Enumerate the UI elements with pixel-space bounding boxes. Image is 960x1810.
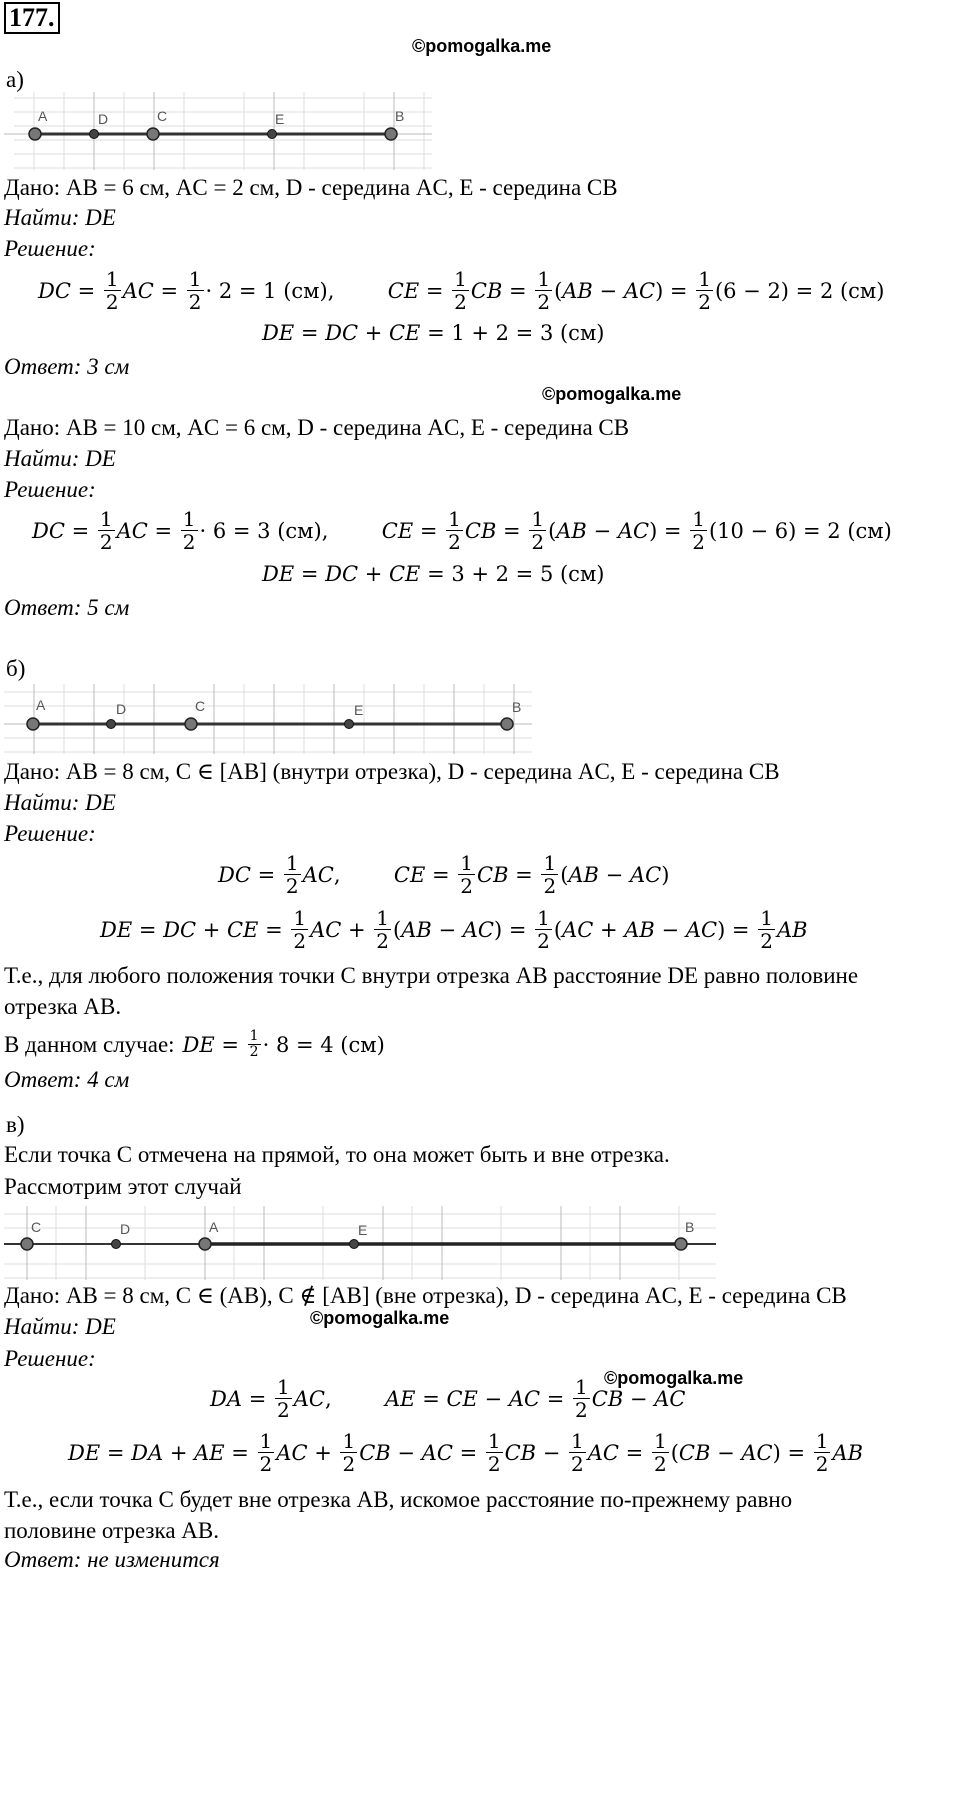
given-c: Дано: AB = 8 см, C ∈ (AB), C ∉ [AB] (вне отрезка), D - середина AC, E - середина CB (4, 1283, 847, 1308)
label-a: A (209, 1219, 219, 1235)
solution-b: Решение: (4, 821, 96, 846)
label-b: B (395, 108, 405, 124)
label-c: C (157, 108, 168, 124)
answer-c: Ответ: не изменится (4, 1547, 220, 1572)
given-a2: Дано: AB = 10 см, AC = 6 см, D - середина AC, E - середина CB (4, 415, 630, 440)
point-a (29, 128, 41, 140)
watermark: ©pomogalka.me (542, 384, 682, 404)
part-a-label: а) (6, 67, 24, 92)
point-c (185, 718, 197, 730)
case-b-prefix: В данном случае: (4, 1031, 175, 1057)
point-b (675, 1238, 687, 1250)
segment-diagram-a (4, 92, 432, 170)
answer-b: Ответ: 4 см (4, 1067, 130, 1092)
equation-c-line2: DE = DA + AE = $\frac{1}{2}$ AC + $\frac{1}{2}$ CB − AC = $\frac{1}{2}$ CB − $\frac{1}{2}$ AC = $\frac{1}{2}$ ( CB − AC ) = $\frac{1}{2}$ AB (68, 1429, 864, 1476)
answer-a2: Ответ: 5 см (4, 595, 130, 620)
problem-number: 177. (4, 2, 60, 34)
watermark: ©pomogalka.me (412, 36, 552, 56)
segment-diagram-b (4, 684, 532, 754)
equation-a1-line2: DE = DC + CE = 1 + 2 = 3 (см) (262, 321, 605, 345)
solution-a1: Решение: (4, 236, 96, 261)
equation-a1-line1: DC = $\frac{1}{2}$ AC = $\frac{1}{2}$ · 2 = 1 (см), CE = $\frac{1}{2}$ CB = $\frac{1}{2}$ ( AB − AC ) = $\frac{1}{2}$ (6 − 2) = 2 (см) (38, 267, 885, 314)
equation-c-line1: DA = $\frac{1}{2}$ AC , AE = CE − AC = $\frac{1}{2}$ CB − AC (210, 1375, 686, 1422)
point-b (385, 128, 397, 140)
equation-b-line1: DC = $\frac{1}{2}$ AC , CE = $\frac{1}{2}$ CB = $\frac{1}{2}$ ( AB − AC ) (218, 851, 670, 898)
part-c-label: в) (6, 1112, 25, 1137)
label-e: E (354, 702, 364, 718)
label-b: B (512, 699, 522, 715)
point-a (27, 718, 39, 730)
label-c: C (195, 698, 206, 714)
point-c (147, 128, 159, 140)
find-b: Найти: DE (4, 790, 116, 815)
equation-b-line2: DE = DC + CE = $\frac{1}{2}$ AC + $\frac{1}{2}$ ( AB − AC ) = $\frac{1}{2}$ ( AC + AB − AC ) = $\frac{1}{2}$ AB (100, 906, 808, 953)
intro-c-1: Если точка C отмечена на прямой, то она может быть и вне отрезка. (4, 1142, 670, 1167)
find-a2: Найти: DE (4, 446, 116, 471)
case-b: В данном случае: DE = $\frac{1}{2}$ · 8 = 4 (см) (4, 1028, 385, 1060)
find-c: Найти: DE (4, 1314, 116, 1339)
conclusion-b-2: отрезка AB. (4, 994, 122, 1019)
answer-a1: Ответ: 3 см (4, 354, 130, 379)
given-b: Дано: AB = 8 см, C ∈ [AB] (внутри отрезка), D - середина AC, E - середина CB (4, 759, 780, 784)
point-e (345, 720, 354, 729)
part-b-label: б) (6, 656, 26, 681)
point-d (90, 130, 99, 139)
point-e (268, 130, 277, 139)
label-e: E (358, 1222, 368, 1238)
equation-a2-line2: DE = DC + CE = 3 + 2 = 5 (см) (262, 562, 605, 586)
label-d: D (116, 701, 127, 717)
find-a1: Найти: DE (4, 205, 116, 230)
point-e (350, 1240, 359, 1249)
solution-a2: Решение: (4, 477, 96, 502)
solution-c: Решение: (4, 1346, 96, 1371)
label-c: C (31, 1219, 42, 1235)
equation-a2-line1: DC = $\frac{1}{2}$ AC = $\frac{1}{2}$ · 6 = 3 (см), CE = $\frac{1}{2}$ CB = $\frac{1}{2}$ ( AB − AC ) = $\frac{1}{2}$ (10 − 6) = 2 (см) (32, 507, 892, 554)
given-a1: Дано: AB = 6 см, AC = 2 см, D - середина AC, E - середина CB (4, 175, 618, 200)
label-d: D (98, 111, 109, 127)
intro-c-2: Рассмотрим этот случай (4, 1174, 242, 1199)
conclusion-c-1: Т.е., если точка C будет вне отрезка AB, искомое расстояние по-прежнему равно (4, 1487, 793, 1512)
label-b: B (685, 1219, 695, 1235)
label-a: A (36, 697, 46, 713)
watermark: ©pomogalka.me (310, 1308, 450, 1328)
point-d (112, 1240, 121, 1249)
point-c (21, 1238, 33, 1250)
point-a (199, 1238, 211, 1250)
segment-diagram-c (4, 1206, 716, 1280)
conclusion-b-1: Т.е., для любого положения точки C внутри отрезка AB расстояние DE равно половине (4, 963, 859, 988)
point-b (501, 718, 513, 730)
label-e: E (275, 111, 285, 127)
label-d: D (120, 1221, 131, 1237)
watermark: ©pomogalka.me (604, 1368, 744, 1388)
label-a: A (38, 108, 48, 124)
conclusion-c-2: половине отрезка AB. (4, 1518, 220, 1543)
point-d (107, 720, 116, 729)
